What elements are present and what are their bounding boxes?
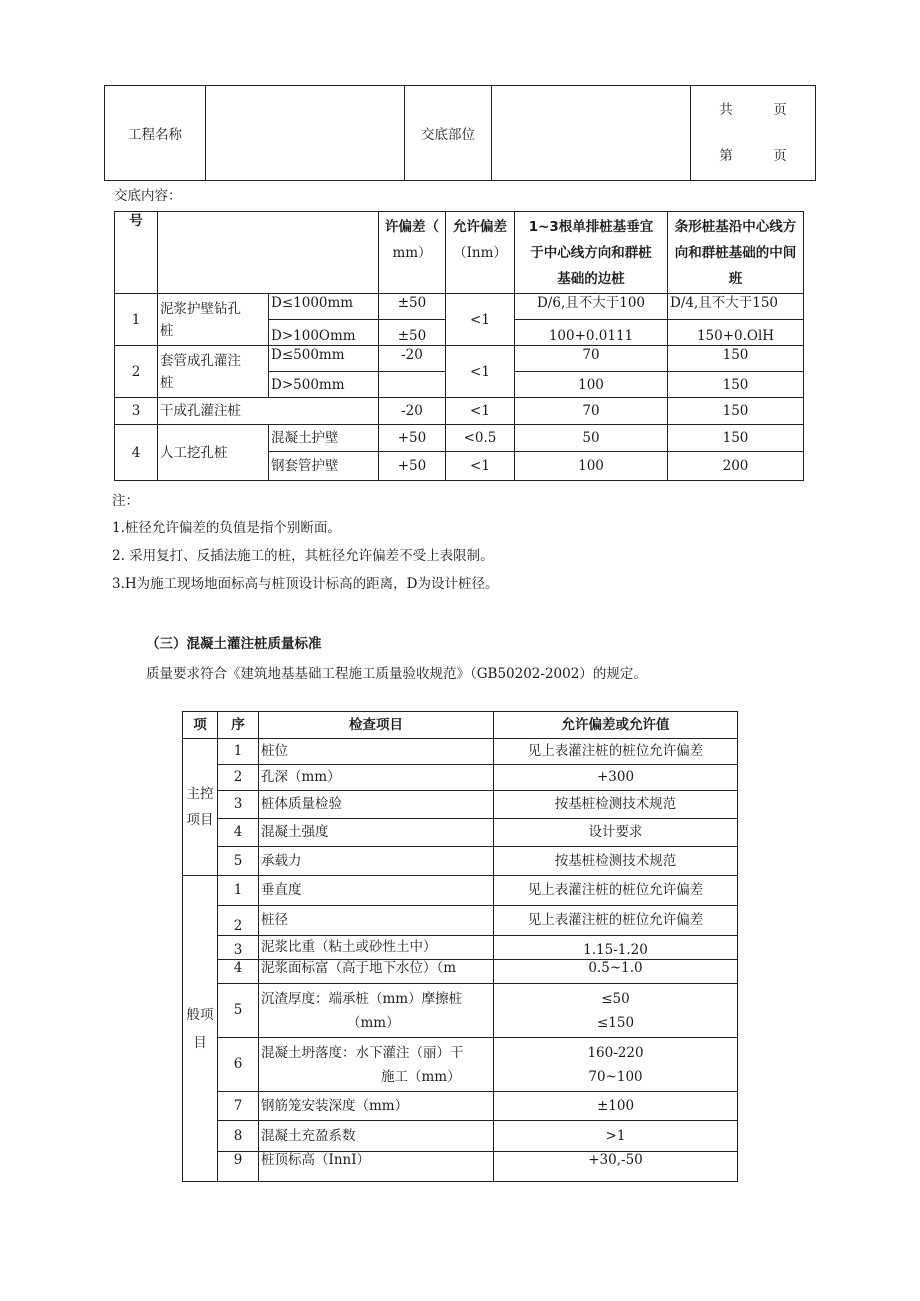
note-item: 3.H为施工现场地面标高与桩顶设计标高的距离，D为设计桩径。: [112, 576, 499, 592]
table-row: 1 泥浆护壁钻孔 桩 D≤1000mm ±50 <1 D/6,且不大于100 D/4,且不大于150: [115, 294, 804, 320]
table-row: D>100Omm ±50 100+0.0111 150+0.OlH: [115, 320, 804, 346]
location-value: [492, 86, 691, 181]
col-no-header: 号: [115, 212, 158, 294]
table-row: 3 干成孔灌注桩 -20 <1 70 150: [115, 398, 804, 425]
table-header-row: [115, 212, 804, 294]
table-row: 5 承载力 按基桩检测技术规范: [183, 847, 738, 876]
table-row: 3 泥浆比重（粘土或砂性土中） 1.15-1.20: [183, 936, 738, 960]
col-value-header: 允许偏差或允许值: [494, 712, 738, 739]
page-count-cell: [691, 86, 816, 181]
table-row: 3 桩体质量检验 按基桩检测技术规范: [183, 791, 738, 819]
project-name-label: 工程名称: [105, 86, 206, 181]
col-strip-header: 条形桩基沿中心线方 向和群桩基础的中间 班: [668, 212, 804, 294]
col-dev-header: 许偏差（ mm）: [379, 212, 446, 294]
table-row: 2 孔深（mm） +300: [183, 765, 738, 791]
table-row: 4 混凝土强度 设计要求: [183, 819, 738, 847]
note-item: 1.桩径允许偏差的负值是指个别断面。: [112, 520, 341, 536]
header-table: [104, 85, 816, 181]
total-pages: 共 页: [719, 102, 787, 118]
table-row: 5 沉渣厚度：端承桩（mm）摩擦桩 （mm） ≤50 ≤150: [183, 984, 738, 1038]
table-row: 2 套管成孔灌注 桩 D≤500mm -20 <1 70 150: [115, 346, 804, 372]
table-row: D>500mm 100 150: [115, 372, 804, 398]
table-row: 6 混凝土坍落度：水下灌注（丽）干 施工（mm） 160-220 70~100: [183, 1038, 738, 1092]
table-row: 4 泥浆面标富（高于地下水位）（m 0.5~1.0: [183, 960, 738, 984]
content-label: 交底内容：: [114, 188, 182, 204]
page-number: 第 页: [719, 148, 787, 164]
notes-title: 注：: [112, 493, 139, 509]
table-header-row: [183, 712, 738, 739]
table-row: 般项 目 1 垂直度 见上表灌注桩的桩位允许偏差: [183, 876, 738, 906]
note-item: 2. 采用复打、反插法施工的桩，其桩径允许偏差不受上表限制。: [112, 548, 494, 564]
location-label: 交底部位: [405, 86, 492, 181]
table-row: 4 人工挖孔桩 混凝土护壁 +50 <0.5 50 150: [115, 425, 804, 452]
general-category: 般项 目: [183, 876, 218, 1182]
col-category-header: 项: [183, 712, 218, 739]
tolerance-table: [114, 211, 804, 481]
table-row: 主控 项目 1 桩位 见上表灌注桩的桩位允许偏差: [183, 739, 738, 765]
table-row: 钢套管护壁 +50 <1 100 200: [115, 452, 804, 481]
section-intro: 质量要求符合《建筑地基基础工程施工质量验收规范》（GB50202-2002）的规定。: [146, 666, 647, 682]
col-item-header: [158, 212, 379, 294]
project-name-value: [206, 86, 405, 181]
table-row: 7 钢筋笼安装深度（mm） ±100: [183, 1092, 738, 1121]
col-seq-header: 序: [218, 712, 259, 739]
main-control-category: 主控 项目: [183, 739, 218, 876]
table-row: 9 桩顶标高（InnI） +30,-50: [183, 1152, 738, 1182]
table-row: 8 混凝土充盈系数 >1: [183, 1121, 738, 1152]
col-item-header: 检查项目: [259, 712, 494, 739]
section-title: （三）混凝土灌注桩质量标准: [146, 636, 322, 652]
quality-table: [182, 711, 738, 1182]
col-single-row-header: 1~3根单排桩基垂宜 于中心线方向和群桩 基础的边桩: [515, 212, 668, 294]
table-row: 2 桩径 见上表灌注桩的桩位允许偏差: [183, 906, 738, 936]
col-allow-header: 允许偏差 （Inm）: [446, 212, 515, 294]
